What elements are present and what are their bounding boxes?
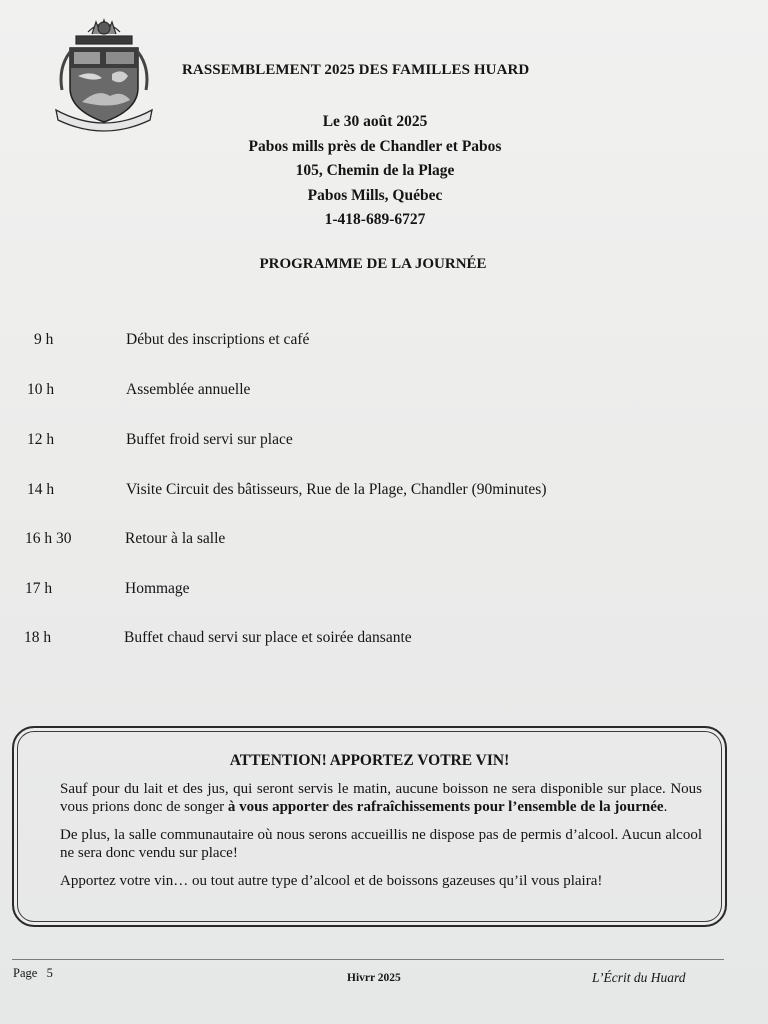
schedule-time: 12 h [27,431,55,448]
event-city: Pabos Mills, Québec [307,186,443,204]
schedule-time: 9 h [34,331,54,348]
document-title: RASSEMBLEMENT 2025 DES FAMILLES HUARD [182,62,530,78]
family-crest-logo [52,18,156,132]
schedule-activity: Hommage [125,580,190,597]
schedule-time: 10 h [27,381,55,398]
schedule-activity: Début des inscriptions et café [126,331,310,348]
event-location: Pabos mills près de Chandler et Pabos [248,137,502,155]
footer-divider [12,959,724,960]
event-date: Le 30 août 2025 [322,113,428,130]
schedule-time: 18 h [24,629,52,646]
footer-page-number: Page 5 [13,966,53,980]
notice-paragraph-3: Apportez votre vin… ou tout autre type d’alcool et de boissons gazeuses qu’il vous plaira! [60,873,603,889]
schedule-activity: Assemblée annuelle [126,381,251,398]
notice-body [60,780,702,900]
schedule-time: 16 h 30 [25,530,72,547]
event-address: 105, Chemin de la Plage [295,162,455,179]
schedule-activity: Retour à la salle [125,530,226,547]
notice-paragraph-2: De plus, la salle communautaire où nous serons accueillis ne dispose pas de permis d’alcool. Aucun alcool ne sera donc vendu sur place! [60,827,702,861]
notice-paragraph-1 [60,780,702,816]
schedule-activity: Buffet froid servi sur place [126,431,293,448]
notice-paragraph-1-end: . [663,799,668,815]
schedule-activity: Visite Circuit des bâtisseurs, Rue de la Plage, Chandler (90minutes) [126,481,547,498]
event-details [190,110,560,233]
footer-issue-season: Hivrr 2025 [347,972,401,984]
schedule-time: 14 h [27,481,55,498]
notice-paragraph-1-emphasis: à vous apporter des rafraîchissements pour l’ensemble de la journée [227,799,664,815]
schedule-activity: Buffet chaud servi sur place et soirée dansante [124,629,412,646]
notice-title: ATTENTION! APPORTEZ VOTRE VIN! [229,752,510,769]
notice-paragraph-1-text: Sauf pour du lait et des jus, qui seront servis le matin, aucune boisson ne sera disponible sur place. Nous vous prions donc de songer [60,781,702,815]
program-heading: PROGRAMME DE LA JOURNÉE [259,256,487,272]
bring-your-wine-notice [12,726,727,927]
footer-publication-name: L’Écrit du Huard [592,970,686,985]
schedule-time: 17 h [25,580,53,597]
event-phone: 1-418-689-6727 [324,211,426,228]
